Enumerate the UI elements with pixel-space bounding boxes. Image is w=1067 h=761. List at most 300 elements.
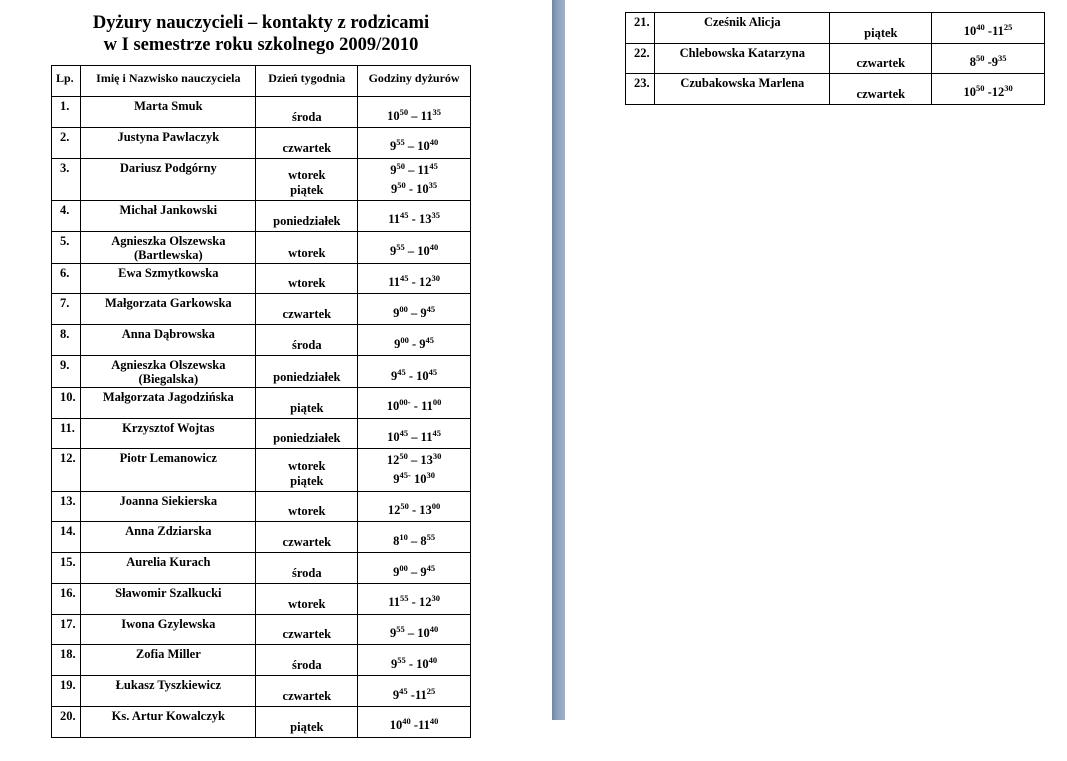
time-minutes: 50 xyxy=(397,179,406,190)
time-minutes: 50 xyxy=(975,83,985,94)
teacher-name-line: Piotr Lemanowicz xyxy=(119,451,217,466)
time-hour: 9 xyxy=(391,657,398,672)
duty-hours xyxy=(358,449,471,491)
time-separator: - xyxy=(405,181,417,196)
weekday-line: wtorek xyxy=(288,596,326,611)
time-hour: 9 xyxy=(393,564,400,579)
teacher-name-line: Anna Zdziarska xyxy=(125,524,212,539)
duty-hours xyxy=(358,325,471,356)
time-hour: 11 xyxy=(421,399,433,414)
weekday-line: wtorek xyxy=(288,167,326,182)
time-separator: - xyxy=(410,399,422,414)
time-minutes: 50 xyxy=(975,52,985,63)
teacher-name xyxy=(81,158,256,200)
teacher-name xyxy=(81,97,256,128)
weekday xyxy=(256,418,358,449)
duty-hours xyxy=(358,614,471,645)
time-separator: - xyxy=(405,657,417,672)
time-hour: 9 xyxy=(420,306,427,321)
teacher-name xyxy=(655,43,830,74)
time-hour: 10 xyxy=(417,139,430,154)
weekday-line: czwartek xyxy=(282,688,332,703)
time-minutes: 55 xyxy=(426,531,436,542)
teacher-name xyxy=(81,263,256,294)
time-hour: 13 xyxy=(418,212,432,227)
header-weekday: Dzień tygodnia xyxy=(256,66,358,97)
duty-hours-line xyxy=(358,105,470,124)
table-row xyxy=(52,491,471,522)
weekday-line: piątek xyxy=(864,25,898,40)
teacher-name-line: Zofia Miller xyxy=(135,647,201,662)
duty-hours xyxy=(358,294,471,325)
teacher-name-line: Ks. Artur Kowalczyk xyxy=(111,708,225,723)
row-number: 3. xyxy=(52,158,81,200)
row-number: 1. xyxy=(52,97,81,128)
duty-hours xyxy=(358,97,471,128)
table-row xyxy=(52,449,471,491)
table-row xyxy=(52,522,471,553)
time-minutes: 40 xyxy=(429,624,439,635)
time-minutes: 40 xyxy=(402,716,411,727)
time-hour: 9 xyxy=(991,55,998,69)
table-row xyxy=(52,294,471,325)
weekday-line: czwartek xyxy=(282,627,332,642)
time-minutes: 00 xyxy=(432,397,442,408)
time-separator: - xyxy=(405,368,417,383)
table-row xyxy=(52,645,471,676)
table-row xyxy=(52,200,471,231)
table-row xyxy=(52,676,471,707)
duty-hours xyxy=(358,491,471,522)
duty-hours xyxy=(358,200,471,231)
duty-hours-line xyxy=(358,684,470,703)
table-row xyxy=(52,158,471,200)
teacher-name-line: Justyna Pawlaczyk xyxy=(117,129,220,144)
time-minutes: 30 xyxy=(431,273,440,284)
weekday-line: wtorek xyxy=(288,458,326,473)
row-number: 15. xyxy=(52,553,81,584)
time-hour: 10 xyxy=(417,244,430,259)
duty-hours xyxy=(932,74,1045,105)
duty-hours-line xyxy=(358,208,470,227)
row-number: 4. xyxy=(52,200,81,231)
table-row xyxy=(52,355,471,387)
time-hour: 10 xyxy=(963,24,977,39)
duty-hours xyxy=(358,706,471,737)
teacher-name-line: Sławomir Szalkucki xyxy=(115,585,222,600)
duty-hours-line xyxy=(358,271,470,290)
duty-hours xyxy=(358,387,471,418)
time-minutes: 45 xyxy=(399,428,409,439)
teacher-name-line: Aurelia Kurach xyxy=(126,555,211,570)
time-separator: - xyxy=(984,24,993,39)
time-hour: 9 xyxy=(392,687,400,702)
duty-hours-line xyxy=(358,653,470,672)
time-minutes: 55 xyxy=(396,137,405,148)
duty-hours xyxy=(358,583,471,614)
time-separator: - xyxy=(408,275,419,290)
table-header-row xyxy=(52,66,471,97)
title-line-1: Dyżury nauczycieli – kontakty z rodzicami xyxy=(92,13,430,33)
time-minutes: 55 xyxy=(396,242,405,253)
time-hour: 11 xyxy=(388,595,401,610)
row-number: 8. xyxy=(52,325,81,356)
time-hour: 10 xyxy=(386,399,400,414)
duty-hours-line xyxy=(358,333,470,352)
teacher-name xyxy=(655,13,830,44)
teacher-name xyxy=(655,74,830,105)
time-separator: – xyxy=(407,564,421,579)
weekday-line: środa xyxy=(291,658,322,673)
time-minutes: 30 xyxy=(432,451,442,462)
time-hour: 11 xyxy=(417,162,430,177)
duty-hours-line xyxy=(358,240,470,259)
time-hour: 9 xyxy=(390,162,397,177)
time-minutes: 00 xyxy=(431,501,441,512)
time-hour: 12 xyxy=(386,453,400,468)
table-row xyxy=(52,325,471,356)
duty-hours-table xyxy=(51,65,471,738)
time-minutes: 55 xyxy=(400,593,409,604)
teacher-name-line: Agnieszka Olszewska xyxy=(111,233,226,248)
time-minutes: 45 xyxy=(426,303,436,314)
weekday xyxy=(256,553,358,584)
teacher-name xyxy=(81,449,256,491)
duty-hours xyxy=(358,355,471,387)
duty-hours-line xyxy=(358,395,470,414)
teacher-name xyxy=(81,583,256,614)
weekday-line: piątek xyxy=(290,473,324,488)
time-separator: – xyxy=(407,534,421,549)
time-separator: – xyxy=(408,430,421,445)
weekday-line: czwartek xyxy=(282,307,332,322)
weekday xyxy=(256,706,358,737)
time-minutes: 30 xyxy=(1004,83,1013,94)
duty-hours xyxy=(358,645,471,676)
teacher-name-line: Iwona Gzylewska xyxy=(121,616,216,631)
time-hour: 8 xyxy=(420,534,427,549)
weekday-line: poniedziałek xyxy=(273,213,341,228)
time-hour: 11 xyxy=(388,275,401,290)
teacher-name xyxy=(81,614,256,645)
weekday xyxy=(256,583,358,614)
teacher-name-line: Marta Smuk xyxy=(134,99,203,113)
duty-hours-line xyxy=(932,81,1044,100)
weekday xyxy=(256,645,358,676)
weekday-line: czwartek xyxy=(856,86,906,101)
teacher-name-line: (Biegalska) xyxy=(138,372,199,387)
table-row xyxy=(52,263,471,294)
duty-hours-line xyxy=(358,530,470,549)
table-body-continued xyxy=(626,13,1045,105)
weekday xyxy=(256,325,358,356)
row-number: 9. xyxy=(52,355,81,387)
time-minutes: 45 xyxy=(426,562,436,573)
row-number: 5. xyxy=(52,231,81,263)
duty-hours-line xyxy=(932,20,1044,39)
teacher-name-line: Ewa Szmytkowska xyxy=(118,265,219,280)
time-hour: 10 xyxy=(413,472,427,487)
time-hour: 9 xyxy=(393,306,400,321)
teacher-name xyxy=(81,294,256,325)
row-number: 19. xyxy=(52,676,81,707)
weekday-line: środa xyxy=(291,337,322,352)
time-minutes: 30 xyxy=(431,593,440,604)
teacher-name-line: Małgorzata Jagodzińska xyxy=(102,389,234,404)
weekday-line: piątek xyxy=(290,400,324,415)
time-minutes: 35 xyxy=(431,210,440,221)
row-number: 20. xyxy=(52,706,81,737)
time-hour: 12 xyxy=(418,275,432,290)
weekday-line: piątek xyxy=(290,182,324,197)
table-row xyxy=(52,706,471,737)
document-title xyxy=(51,12,471,56)
time-separator: - xyxy=(407,687,415,702)
time-minutes: 45- xyxy=(399,470,411,481)
duty-hours-line xyxy=(358,178,470,197)
time-minutes: 00 xyxy=(400,334,409,345)
time-minutes: 45 xyxy=(400,210,409,221)
row-number: 13. xyxy=(52,491,81,522)
time-hour: 9 xyxy=(389,244,397,259)
table-row xyxy=(626,74,1045,105)
teacher-name xyxy=(81,200,256,231)
weekday xyxy=(256,614,358,645)
time-hour: 9 xyxy=(391,181,398,196)
duty-hours-line xyxy=(358,135,470,154)
duty-hours-line xyxy=(358,622,470,641)
table-row xyxy=(52,387,471,418)
teacher-name xyxy=(81,231,256,263)
weekday-line: wtorek xyxy=(288,504,326,519)
time-separator: – xyxy=(407,453,421,468)
time-hour: 9 xyxy=(394,336,401,351)
duty-hours-line xyxy=(358,365,470,384)
page-gutter xyxy=(552,0,565,720)
duty-hours xyxy=(358,676,471,707)
time-minutes: 50 xyxy=(400,501,409,512)
row-number: 14. xyxy=(52,522,81,553)
weekday xyxy=(256,294,358,325)
teacher-name-line: Czubakowska Marlena xyxy=(680,76,805,90)
title-line-2: w I semestrze roku szkolnego 2009/2010 xyxy=(103,35,419,55)
weekday xyxy=(256,231,358,263)
duty-hours-line xyxy=(358,302,470,321)
weekday xyxy=(256,158,358,200)
table-row xyxy=(52,127,471,158)
time-separator: – xyxy=(404,139,418,154)
time-hour: 11 xyxy=(420,430,433,445)
time-hour: 10 xyxy=(416,181,429,196)
duty-hours xyxy=(358,553,471,584)
time-separator: - xyxy=(984,85,992,100)
header-teacher-name: Imię i Nazwisko nauczyciela xyxy=(81,66,256,97)
duty-hours-table-continued xyxy=(625,12,1045,105)
table-row xyxy=(626,13,1045,44)
teacher-name xyxy=(81,553,256,584)
duty-hours-line xyxy=(358,426,470,445)
time-minutes: 50 xyxy=(399,106,409,117)
weekday xyxy=(256,387,358,418)
duty-hours xyxy=(358,127,471,158)
row-number: 11. xyxy=(52,418,81,449)
weekday-line: środa xyxy=(291,109,322,124)
duty-hours xyxy=(358,522,471,553)
teacher-name xyxy=(81,387,256,418)
time-hour: 10 xyxy=(416,368,429,383)
time-minutes: 45 xyxy=(400,273,409,284)
time-hour: 10 xyxy=(417,626,430,641)
teacher-name xyxy=(81,325,256,356)
time-minutes: 25 xyxy=(426,685,436,696)
page-gutter-bottom xyxy=(552,720,565,761)
document-page-right xyxy=(565,0,1067,761)
time-minutes: 00 xyxy=(399,562,408,573)
time-hour: 11 xyxy=(420,108,433,123)
time-minutes: 45 xyxy=(429,160,438,171)
weekday-line: czwartek xyxy=(856,56,906,70)
time-minutes: 55 xyxy=(397,654,406,665)
duty-hours-line xyxy=(358,714,470,733)
weekday xyxy=(830,13,932,44)
time-hour: 10 xyxy=(389,718,403,733)
weekday xyxy=(830,74,932,105)
row-number: 10. xyxy=(52,387,81,418)
duty-hours-line xyxy=(358,468,470,487)
teacher-name xyxy=(81,522,256,553)
time-separator: - xyxy=(408,595,419,610)
duty-hours xyxy=(358,231,471,263)
row-number: 17. xyxy=(52,614,81,645)
teacher-name-line: Małgorzata Garkowska xyxy=(104,296,232,311)
time-minutes: 40 xyxy=(429,242,439,253)
weekday xyxy=(256,200,358,231)
weekday xyxy=(256,97,358,128)
time-minutes: 45 xyxy=(397,366,406,377)
weekday-line: wtorek xyxy=(288,276,326,291)
time-minutes: 40 xyxy=(429,716,439,727)
duty-hours-line xyxy=(358,499,470,518)
teacher-name xyxy=(81,676,256,707)
teacher-name xyxy=(81,418,256,449)
table-row xyxy=(52,231,471,263)
time-minutes: 50 xyxy=(396,160,406,171)
weekday xyxy=(256,676,358,707)
duty-hours-line xyxy=(358,561,470,580)
teacher-name xyxy=(81,706,256,737)
table-row xyxy=(52,418,471,449)
row-number: 18. xyxy=(52,645,81,676)
time-hour: 9 xyxy=(393,472,400,487)
weekday-line: poniedziałek xyxy=(273,431,341,446)
time-minutes: 35 xyxy=(432,106,441,117)
time-separator: – xyxy=(407,306,421,321)
weekday-line: wtorek xyxy=(288,245,326,260)
teacher-name-line: (Bartlewska) xyxy=(133,248,203,263)
teacher-name-line: Łukasz Tyszkiewicz xyxy=(115,678,222,693)
time-hour: 11 xyxy=(992,24,1004,39)
time-minutes: 45 xyxy=(425,334,435,345)
row-number: 16. xyxy=(52,583,81,614)
time-minutes: 40 xyxy=(429,137,439,148)
teacher-name-line: Anna Dąbrowska xyxy=(121,327,215,342)
weekday xyxy=(256,449,358,491)
time-minutes: 35 xyxy=(428,179,438,190)
time-minutes: 00 xyxy=(399,303,408,314)
time-separator: – xyxy=(408,108,421,123)
time-separator: – xyxy=(404,244,418,259)
time-minutes: 45 xyxy=(432,428,441,439)
time-minutes: 45 xyxy=(428,366,438,377)
time-hour: 12 xyxy=(387,503,401,518)
duty-hours xyxy=(932,13,1045,44)
duty-hours xyxy=(358,158,471,200)
teacher-name xyxy=(81,127,256,158)
teacher-name-line: Joanna Siekierska xyxy=(119,493,218,508)
teacher-name-line: Agnieszka Olszewska xyxy=(111,357,226,372)
weekday xyxy=(256,491,358,522)
time-minutes: 40 xyxy=(428,654,438,665)
time-hour: 10 xyxy=(963,85,976,100)
time-hour: 11 xyxy=(414,687,427,702)
weekday-line: czwartek xyxy=(282,535,332,550)
time-hour: 10 xyxy=(387,108,400,123)
teacher-name-line: Chlebowska Katarzyna xyxy=(679,45,805,60)
time-minutes: 30 xyxy=(426,470,435,481)
table-body xyxy=(52,97,471,738)
teacher-name xyxy=(81,491,256,522)
time-separator: – xyxy=(404,626,418,641)
duty-hours xyxy=(932,43,1045,74)
time-hour: 8 xyxy=(969,55,976,69)
weekday xyxy=(256,263,358,294)
time-separator: - xyxy=(408,503,420,518)
time-hour: 10 xyxy=(416,657,429,672)
row-number: 22. xyxy=(626,43,655,74)
time-hour: 11 xyxy=(388,212,401,227)
time-hour: 9 xyxy=(389,626,397,641)
time-separator: - xyxy=(410,718,419,733)
time-hour: 9 xyxy=(419,336,426,351)
weekday-line: piątek xyxy=(290,719,324,734)
time-hour: 12 xyxy=(991,85,1005,100)
time-separator: – xyxy=(405,162,418,177)
weekday-line: poniedziałek xyxy=(273,369,341,384)
row-number: 2. xyxy=(52,127,81,158)
teacher-name-line: Krzysztof Wojtas xyxy=(122,420,215,435)
time-separator: - xyxy=(408,336,420,351)
time-minutes: 55 xyxy=(396,624,405,635)
table-row xyxy=(52,553,471,584)
time-hour: 11 xyxy=(418,718,430,733)
table-row xyxy=(52,614,471,645)
time-minutes: 45 xyxy=(399,685,408,696)
time-minutes: 35 xyxy=(997,52,1007,63)
time-hour: 13 xyxy=(419,503,432,518)
duty-hours-line xyxy=(932,51,1044,70)
table-row xyxy=(52,583,471,614)
time-minutes: 40 xyxy=(976,22,985,33)
time-minutes: 10 xyxy=(399,531,408,542)
duty-hours-line xyxy=(358,591,470,610)
weekday xyxy=(256,355,358,387)
row-number: 6. xyxy=(52,263,81,294)
teacher-name xyxy=(81,355,256,387)
time-separator: - xyxy=(408,212,419,227)
time-hour: 10 xyxy=(387,430,400,445)
weekday-line: czwartek xyxy=(282,140,332,155)
header-lp: Lp. xyxy=(52,66,81,97)
